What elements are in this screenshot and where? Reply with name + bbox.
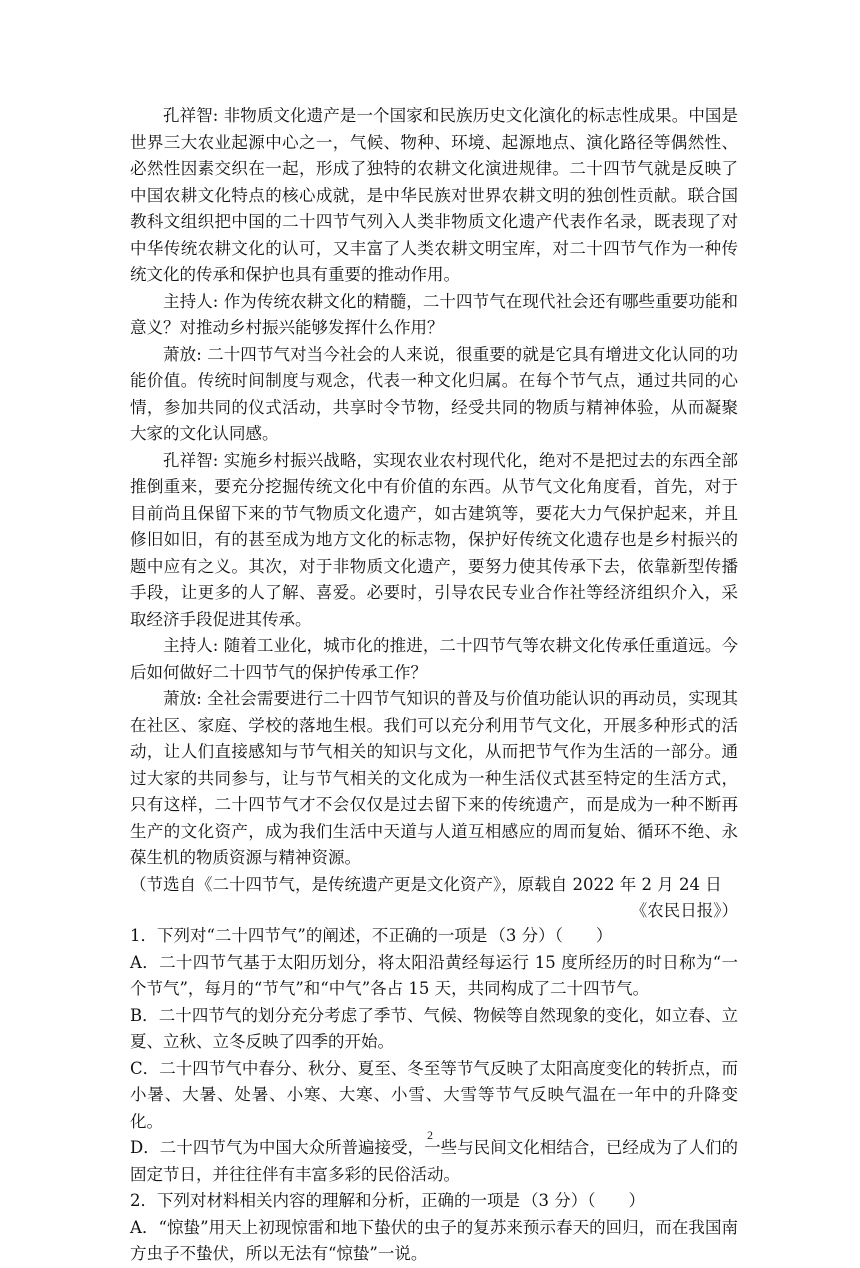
- dialogue-text: 全社会需要进行二十四节气知识的普及与价值功能认识的再动员，实现其在社区、家庭、学校的落地生根。我们可以充分利用节气文化，开展多种形式的活动，让人们直接感知与节气相关的知识与文化，从而把节气作为生活的一部分。通过大家的共同参与，让与节气相关的文化成为一种生活仪式甚至特定的生活方式，只有这样，二十四节气才不会仅仅是过去留下来的传统遗产，而是成为一种不断再生产的文化资产，成为我们生活中天道与人道互相感应的周而复始、循环不绝、永葆生机的物质资源与精神资源。: [130, 689, 738, 867]
- dialogue-text: 随着工业化，城市化的推进，二十四节气等农耕文化传承任重道远。今后如何做好二十四节气的保护传承工作？: [130, 636, 738, 682]
- answer-option: A．二十四节气基于太阳历划分，将太阳沿黄经每运行 15 度所经历的时日称为“一个节气”，每月的“节气”和“中气”各占 15 天，共同构成了二十四节气。: [130, 952, 738, 998]
- question-score: （3 分）: [489, 926, 555, 945]
- dialogue-paragraph: [130, 633, 738, 686]
- question-text: 1．下列对“二十四节气”的阐述，不正确的一项是: [130, 926, 488, 945]
- question-text: 2．下列对材料相关内容的理解和分析，正确的一项是: [130, 1191, 520, 1210]
- speaker-name: 萧放 :: [163, 689, 207, 708]
- answer-option: C．二十四节气中春分、秋分、夏至、冬至等节气反映了太阳高度变化的转折点，而小暑、大暑、处暑、小寒、大寒、小雪、大雪等节气反映气温在一年中的升降变化。: [130, 1058, 738, 1131]
- dialogue-text: 二十四节气对当今社会的人来说，很重要的就是它具有增进文化认同的功能价值。传统时间制度与观念，代表一种文化归属。在每个节气点，通过共同的心情，参加共同的仪式活动，共享时令节物，经受共同的物质与精神体验，从而凝聚大家的文化认同感。: [130, 344, 738, 443]
- speaker-name: 萧放 :: [163, 345, 207, 364]
- answer-option: B．二十四节气的划分充分考虑了季节、气候、物候等自然现象的变化，如立春、立夏、立秋、立冬反映了四季的开始。: [130, 1005, 738, 1051]
- speaker-name: 主持人 :: [163, 292, 224, 311]
- question-stem: [130, 923, 738, 950]
- speaker-name: 孔祥智 :: [163, 451, 224, 470]
- dialogue-text: 作为传统农耕文化的精髓，二十四节气在现代社会还有哪些重要功能和意义？对推动乡村振兴能够发挥什么作用？: [130, 291, 738, 337]
- source-citation-line-1: （节选自《二十四节气，是传统遗产更是文化资产》，原载自 2022 年 2 月 24 日: [130, 874, 722, 894]
- answer-blank: （ ）: [587, 1191, 645, 1210]
- dialogue-paragraph: [130, 448, 738, 634]
- dialogue-text: 实施乡村振兴战略，实现农业农村现代化，绝对不是把过去的东西全部推倒重来，要充分挖掘传统文化中有价值的东西。从节气文化角度看，首先，对于目前尚且保留下来的节气物质文化遗产，如古建筑等，要花大力气保护起来，并且修旧如旧，有的甚至成为地方文化的标志物，保护好传统文化遗存也是乡村振兴的题中应有之义。其次，对于非物质文化遗产，要努力使其传承下去，依靠新型传播手段，让更多的人了解、喜爱。必要时，引导农民专业合作社等经济组织介入，采取经济手段促进其传承。: [130, 450, 738, 629]
- question-score: （3 分）: [522, 1191, 588, 1210]
- page-number: 2: [427, 1128, 433, 1142]
- dialogue-paragraph: [130, 686, 738, 872]
- source-citation-line-2: 《农民日报》）: [630, 901, 738, 920]
- answer-option: A．“惊蛰”用天上初现惊雷和地下蛰伏的虫子的复苏来预示春天的回归，而在我国南方虫子不蛰伏，所以无法有“惊蛰”一说。: [130, 1217, 738, 1263]
- speaker-name: 孔祥智 :: [163, 106, 224, 125]
- speaker-name: 主持人 :: [163, 636, 224, 655]
- dialogue-paragraph: [130, 342, 738, 448]
- article-body: [130, 103, 738, 1268]
- question-stem: [130, 1188, 738, 1215]
- dialogue-text: 非物质文化遗产是一个国家和民族历史文化演化的标志性成果。中国是世界三大农业起源中心之一，气候、物种、环境、起源地点、演化路径等偶然性、必然性因素交织在一起，形成了独特的农耕文化演进规律。二十四节气就是反映了中国农耕文化特点的核心成就，是中华民族对世界农耕文明的独创性贡献。联合国教科文组织把中国的二十四节气列入人类非物质文化遗产代表作名录，既表现了对中华传统农耕文化的认可，又丰富了人类农耕文明宝库，对二十四节气作为一种传统文化的传承和保护也具有重要的推动作用。: [130, 106, 738, 284]
- answer-option: D．二十四节气为中国大众所普遍接受，一些与民间文化相结合，已经成为了人们的固定节日，并往往伴有丰富多彩的民俗活动。: [130, 1138, 738, 1184]
- dialogue-paragraph: [130, 103, 738, 289]
- dialogue-paragraph: [130, 289, 738, 342]
- answer-blank: （ ）: [554, 926, 613, 945]
